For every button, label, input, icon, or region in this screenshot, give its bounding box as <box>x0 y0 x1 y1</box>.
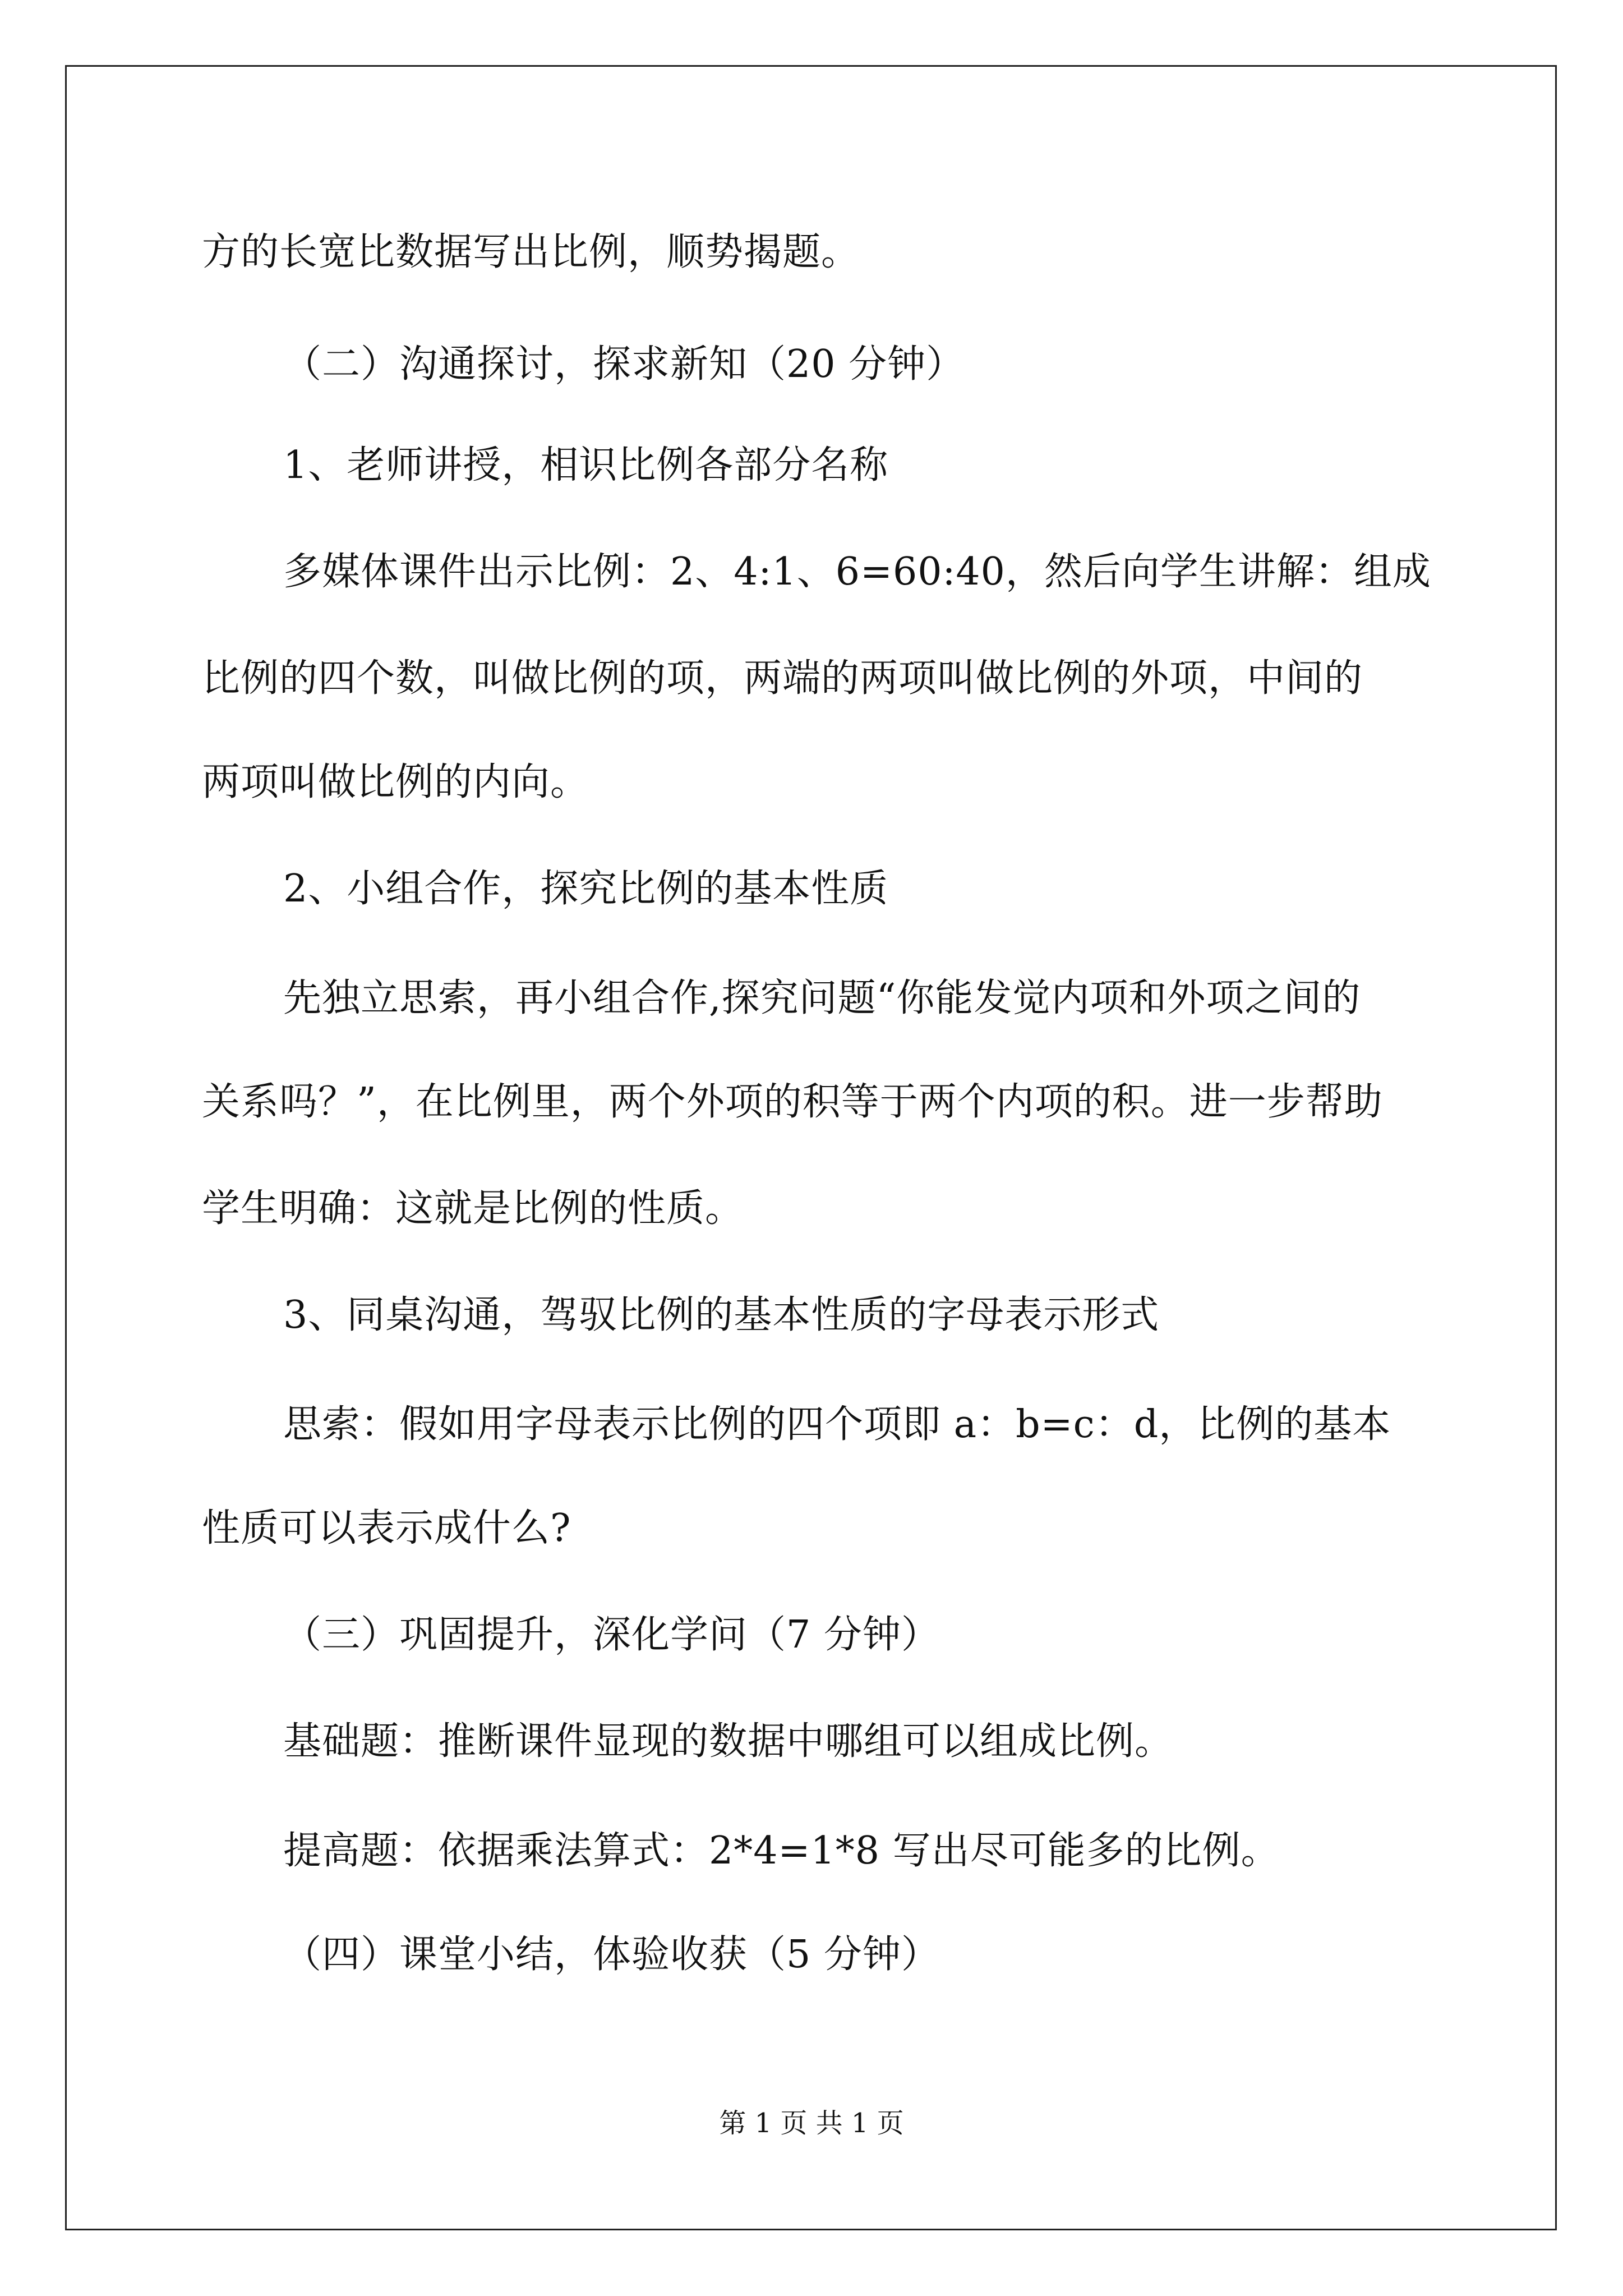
paragraph-line: 提高题：依据乘法算式：2*4=1*8 写出尽可能多的比例。 <box>283 1829 1280 1873</box>
paragraph-line: 基础题：推断课件显现的数据中哪组可以组成比例。 <box>283 1719 1174 1764</box>
paragraph-line: 思索：假如用字母表示比例的四个项即 a：b=c：d，比例的基本 <box>283 1402 1391 1447</box>
page-footer: 第 1 页 共 1 页 <box>719 2108 904 2139</box>
paragraph-line: 先独立思索，再小组合作,探究问题“你能发觉内项和外项之间的 <box>283 976 1361 1020</box>
section-heading: （三）巩固提升，深化学问（7 分钟） <box>283 1613 940 1657</box>
page-border <box>65 65 1557 2230</box>
paragraph-line: 关系吗？”，在比例里，两个外项的积等于两个内项的积。进一步帮助 <box>202 1080 1383 1124</box>
numbered-heading: 3、同桌沟通，驾驭比例的基本性质的字母表示形式 <box>283 1293 1160 1337</box>
paragraph-line: 多媒体课件出示比例：2、4:1、6=60:40，然后向学生讲解：组成 <box>283 550 1431 594</box>
section-heading: （二）沟通探讨，探求新知（20 分钟） <box>283 342 965 386</box>
paragraph-line: 两项叫做比例的内向。 <box>202 760 589 804</box>
numbered-heading: 2、小组合作，探究比例的基本性质 <box>283 867 889 911</box>
numbered-heading: 1、老师讲授，相识比例各部分名称 <box>283 443 889 487</box>
paragraph-line: 比例的四个数，叫做比例的项，两端的两项叫做比例的外项，中间的 <box>202 656 1363 701</box>
paragraph-line: 学生明确：这就是比例的性质。 <box>202 1186 744 1231</box>
paragraph-line: 性质可以表示成什么? <box>202 1506 571 1550</box>
paragraph-line: 方的长宽比数据写出比例，顺势揭题。 <box>202 230 860 274</box>
section-heading: （四）课堂小结，体验收获（5 分钟） <box>283 1932 940 1977</box>
